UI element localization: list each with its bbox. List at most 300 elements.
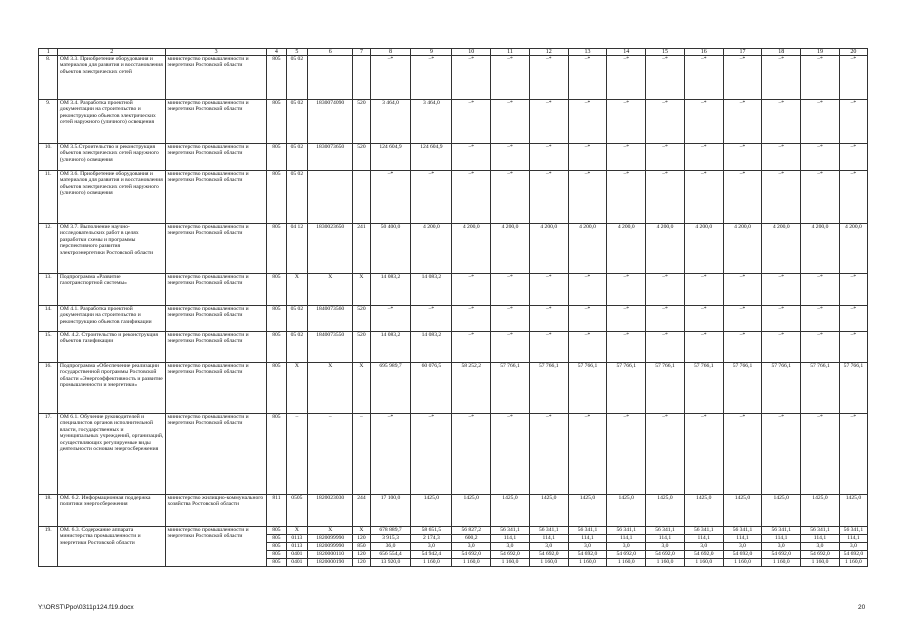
table-cell: 54 942,4 [411,551,452,559]
table-cell: 1820099990 [308,543,353,551]
table-cell: министерство промышленности и энергетики Ростовской области [166,56,267,100]
table-cell: –* [723,100,762,144]
table-cell: 2 174,3 [411,535,452,543]
table-cell: –* [801,56,840,100]
header-cell: 19 [801,49,840,56]
table-cell: 05 02 [286,56,308,100]
table-cell: 114,1 [801,535,840,543]
table-cell: 0113 [286,543,308,551]
table-cell: 1 160,0 [529,559,568,567]
document-path: Y:\ORST\Ppo\0311p124.f19.docx [38,604,134,611]
table-cell: 56 341,1 [646,527,685,535]
table-cell: 114,1 [607,535,646,543]
table-cell: 114,1 [762,535,801,543]
table-cell: ОМ. 6.2. Информационная поддержка политики энергосбережения [58,495,166,527]
header-cell: 8 [370,49,411,56]
table-cell: –* [839,274,867,306]
table-cell: 124 604,9 [370,144,411,171]
header-cell: 9 [411,49,452,56]
table-cell: 36,0 [370,543,411,551]
table-cell: –* [607,414,646,495]
table-cell: 805 [267,306,286,332]
table-cell: –* [411,306,452,332]
table-cell: –* [529,274,568,306]
table-cell: 17 100,0 [370,495,411,527]
table-cell: 1425,0 [607,495,646,527]
table-cell: –* [568,56,607,100]
header-cell: 18 [762,49,801,56]
table-cell: 54 692,0 [452,551,491,559]
table-cell: X [286,274,308,306]
table-cell: –* [839,306,867,332]
table-row [39,363,868,414]
table-cell: 805 [267,535,286,543]
table-cell: министерство промышленности и энергетики Ростовской области [166,274,267,306]
header-cell: 10 [452,49,491,56]
table-cell: –* [568,274,607,306]
table-cell: 05 02 [286,100,308,144]
table-cell: 14 083,2 [411,274,452,306]
table-cell: 54 692,0 [607,551,646,559]
table-cell: –* [607,306,646,332]
table-cell: 3,0 [723,543,762,551]
table-cell: –* [491,306,530,332]
table-cell [353,56,370,100]
table-cell: –* [529,171,568,224]
table-cell: 805 [267,224,286,274]
table-cell: X [353,527,370,535]
table-cell: –* [684,100,723,144]
table-cell: 57 766,1 [568,363,607,414]
table-cell: 1 160,0 [568,559,607,567]
table-cell: –* [723,144,762,171]
table-cell: 805 [267,171,286,224]
table-cell: 3,0 [607,543,646,551]
table-cell: 114,1 [839,535,867,543]
table-cell: 1 160,0 [801,559,840,567]
table-cell: 54 692,0 [568,551,607,559]
table-cell: 1830074090 [308,100,353,144]
table-cell: 3,0 [452,543,491,551]
table-row [39,171,868,224]
table-cell: –* [723,171,762,224]
table-cell: 57 766,1 [491,363,530,414]
header-cell: 11 [491,49,530,56]
budget-table [38,48,868,567]
table-cell: –* [801,144,840,171]
table-cell: –* [452,100,491,144]
table-cell: министерство промышленности и энергетики Ростовской области [166,224,267,274]
table-cell: 56 341,1 [762,527,801,535]
table-cell: 120 [353,559,370,567]
table-cell: 13. [39,274,58,306]
table-cell: 114,1 [568,535,607,543]
table-cell: 1425,0 [452,495,491,527]
table-cell: 15. [39,332,58,363]
table-cell: –* [839,414,867,495]
table-row [39,527,868,535]
table-cell: 12. [39,224,58,274]
table-cell: 57 766,1 [839,363,867,414]
table-cell: –* [762,171,801,224]
table-cell: 3,0 [491,543,530,551]
table-cell: –* [762,414,801,495]
table-cell: 3,0 [411,543,452,551]
table-cell: министерство промышленности и энергетики Ростовской области [166,100,267,144]
table-cell: 114,1 [491,535,530,543]
table-cell: 8. [39,56,58,100]
table-cell: 56 341,1 [801,527,840,535]
table-cell: –* [723,414,762,495]
table-cell: 1 160,0 [607,559,646,567]
table-row [39,495,868,527]
table-cell: 14. [39,306,58,332]
table-cell: ОМ 3.5.Строительство и реконструкция объектов электрических сетей наружного (уличного) освещения [58,144,166,171]
table-cell: X [286,363,308,414]
table-cell: ОМ. 6.3. Содержание аппарата министерства промышленности и энергетики Ростовской области [58,527,166,567]
table-cell: – [286,414,308,495]
table-cell [308,171,353,224]
table-cell: –* [762,274,801,306]
table-cell: 1 160,0 [762,559,801,567]
table-cell: 56 341,1 [529,527,568,535]
table-cell: 520 [353,306,370,332]
table-cell: 56 341,1 [491,527,530,535]
table-cell: 805 [267,559,286,567]
table-cell: 241 [353,224,370,274]
table-cell: 4 200,0 [411,224,452,274]
table-cell: 4 200,0 [723,224,762,274]
table-cell: –* [684,414,723,495]
table-cell: –* [452,56,491,100]
table-cell: 4 200,0 [839,224,867,274]
table-cell: 4 200,0 [452,224,491,274]
header-cell: 5 [286,49,308,56]
table-cell: 05 02 [286,144,308,171]
table-cell: 54 692,0 [801,551,840,559]
table-cell: 805 [267,551,286,559]
table-row [39,56,868,100]
table-cell: 05 02 [286,332,308,363]
header-cell: 16 [684,49,723,56]
table-cell: –* [762,332,801,363]
budget-table-sheet [38,48,868,567]
table-cell: 4 200,0 [801,224,840,274]
table-cell: –* [646,171,685,224]
table-cell: 120 [353,551,370,559]
header-cell: 13 [568,49,607,56]
table-cell: –* [452,144,491,171]
table-cell: ОМ 3.6. Приобретение оборудования и материалов для развития и восстановления объектов электрических сетей наружного (уличного) освещения [58,171,166,224]
table-cell: –* [646,274,685,306]
table-cell: –* [491,332,530,363]
table-cell: –* [370,306,411,332]
table-cell: 3,0 [646,543,685,551]
table-cell: 3 915,3 [370,535,411,543]
table-cell: 57 766,1 [801,363,840,414]
header-row [39,49,868,56]
table-cell: 244 [353,495,370,527]
table-cell: –* [762,56,801,100]
table-cell: 54 692,0 [646,551,685,559]
table-cell: –* [607,100,646,144]
table-cell: 1425,0 [839,495,867,527]
table-cell: –* [452,274,491,306]
header-cell: 6 [308,49,353,56]
table-cell: –* [491,274,530,306]
table-cell: –* [452,414,491,495]
table-cell: 1 160,0 [646,559,685,567]
table-cell: –* [801,171,840,224]
table-cell: –* [568,171,607,224]
table-cell: 11. [39,171,58,224]
table-cell: министерство промышленности и энергетики Ростовской области [166,414,267,495]
table-cell: –* [801,414,840,495]
table-cell: 520 [353,100,370,144]
table-row [39,414,868,495]
header-cell: 3 [166,49,267,56]
header-cell: 7 [353,49,370,56]
table-cell: 3 464,0 [411,100,452,144]
table-cell: –* [452,332,491,363]
table-cell: ОМ 4.1. Разработка проектной документации на строительство и реконструкцию объектов газификации [58,306,166,332]
table-cell: –* [801,100,840,144]
table-cell: –* [839,171,867,224]
table-cell: 805 [267,332,286,363]
table-cell: 10. [39,144,58,171]
table-cell: 1 160,0 [452,559,491,567]
table-cell: –* [684,171,723,224]
table-cell: 05 02 [286,171,308,224]
table-cell: 57 766,1 [723,363,762,414]
table-cell: 3,0 [839,543,867,551]
table-cell: 695 989,7 [370,363,411,414]
table-cell: –* [839,100,867,144]
table-cell: –* [607,171,646,224]
table-cell: 1425,0 [568,495,607,527]
table-cell: 54 692,0 [491,551,530,559]
table-cell: 0401 [286,551,308,559]
table-cell: –* [529,414,568,495]
table-cell: X [308,274,353,306]
table-cell: 1820023030 [308,495,353,527]
header-cell: 2 [58,49,166,56]
table-cell: 3,0 [762,543,801,551]
table-cell: 54 692,0 [762,551,801,559]
table-cell: 1830073650 [308,144,353,171]
table-cell: 54 692,0 [529,551,568,559]
table-cell: –* [491,100,530,144]
table-cell: –* [452,171,491,224]
table-cell: 811 [267,495,286,527]
table-cell: 4 200,0 [762,224,801,274]
table-cell: –* [684,332,723,363]
header-cell: 20 [839,49,867,56]
table-cell: 04 12 [286,224,308,274]
table-cell: 4 200,0 [529,224,568,274]
table-cell: 3,0 [801,543,840,551]
page-number: 20 [858,604,866,611]
table-cell: ОМ. 4.2. Строительство и реконструкция объектов газификации [58,332,166,363]
table-cell: 17. [39,414,58,495]
table-cell: –* [452,306,491,332]
table-cell: министерство жилищно-коммунального хозяйства Ростовской области [166,495,267,527]
table-cell: –* [411,171,452,224]
table-cell: 13 920,0 [370,559,411,567]
table-cell: 3 464,0 [370,100,411,144]
table-cell: 14 083,2 [411,332,452,363]
table-cell: 1425,0 [684,495,723,527]
table-cell: – [353,414,370,495]
table-cell: –* [646,332,685,363]
table-cell: 805 [267,274,286,306]
table-cell: –* [762,100,801,144]
table-cell: –* [568,332,607,363]
table-cell: 1 160,0 [839,559,867,567]
table-cell: –* [684,274,723,306]
table-cell: 124 604,9 [411,144,452,171]
table-cell: X [286,527,308,535]
table-cell: –* [370,414,411,495]
table-cell: министерство промышленности и энергетики Ростовской области [166,363,267,414]
table-cell: 3,0 [529,543,568,551]
table-cell: министерство промышленности и энергетики Ростовской области [166,332,267,363]
table-cell: 58 651,5 [411,527,452,535]
table-cell: 1820000110 [308,551,353,559]
table-cell: 14 083,2 [370,332,411,363]
table-cell: 0505 [286,495,308,527]
table-cell: 1840073560 [308,306,353,332]
table-cell: 19. [39,527,58,567]
table-cell: 805 [267,414,286,495]
table-cell: –* [370,56,411,100]
table-cell: –* [839,332,867,363]
table-cell: –* [411,414,452,495]
table-cell: 4 200,0 [684,224,723,274]
table-cell: –* [801,306,840,332]
header-cell: 12 [529,49,568,56]
table-cell: 56 341,1 [684,527,723,535]
table-cell: 4 200,0 [646,224,685,274]
table-cell: 1425,0 [491,495,530,527]
table-cell: –* [684,306,723,332]
table-cell: 1820099990 [308,535,353,543]
table-cell: 114,1 [529,535,568,543]
table-cell: –* [607,332,646,363]
table-cell: –* [568,306,607,332]
table-cell: 1425,0 [723,495,762,527]
table-cell: 56 827,2 [452,527,491,535]
header-cell: 15 [646,49,685,56]
table-cell: 114,1 [684,535,723,543]
table-cell: –* [607,56,646,100]
table-cell: X [308,363,353,414]
table-cell: –* [646,306,685,332]
table-row [39,144,868,171]
table-cell: 114,1 [723,535,762,543]
table-cell: –* [723,332,762,363]
table-cell: 114,1 [646,535,685,543]
table-cell: 656 554,4 [370,551,411,559]
table-cell: 57 766,1 [684,363,723,414]
table-cell: 1820000190 [308,559,353,567]
table-cell: 805 [267,543,286,551]
table-cell: 05 02 [286,306,308,332]
table-row [39,274,868,306]
table-cell: 1840073550 [308,332,353,363]
table-cell: ОМ 6.1. Обучение руководителей и специалистов органов исполнительной власти, государственных и муниципальных учреждений, организаций, осуществляющих регулируемые виды деятельности основам энергосбережения [58,414,166,495]
table-cell: –* [491,414,530,495]
table-cell: 1 160,0 [491,559,530,567]
table-cell: 57 766,1 [607,363,646,414]
table-cell: –* [529,100,568,144]
table-cell: 678 889,7 [370,527,411,535]
table-cell: 1 160,0 [684,559,723,567]
table-cell: 1 160,0 [723,559,762,567]
table-cell: 4 200,0 [607,224,646,274]
table-cell: –* [411,56,452,100]
table-cell: –* [491,144,530,171]
table-cell: 54 692,0 [839,551,867,559]
table-cell: –* [762,144,801,171]
table-cell: 805 [267,527,286,535]
table-cell: –* [723,56,762,100]
table-cell: –* [646,56,685,100]
table-cell: –* [801,332,840,363]
table-cell: X [353,274,370,306]
table-cell: 50 400,0 [370,224,411,274]
table-cell: ОМ 3.3. Приобретение оборудования и материалов для развития и восстановления объектов электрических сетей [58,56,166,100]
table-cell: 1425,0 [646,495,685,527]
table-cell: министерство промышленности и энергетики Ростовской области [166,144,267,171]
table-cell: 9. [39,100,58,144]
table-cell: 520 [353,332,370,363]
table-cell [308,56,353,100]
table-cell: 520 [353,144,370,171]
table-cell: 60 076,5 [411,363,452,414]
table-cell: –* [646,414,685,495]
table-cell: –* [491,171,530,224]
table-cell: 54 692,0 [684,551,723,559]
table-cell: –* [607,274,646,306]
table-cell: 600,2 [452,535,491,543]
table-cell: ОМ 3.7. Выполнение научно-исследовательских работ в целях разработки схемы и программы перспективного развития электроэнергетики Ростовской области [58,224,166,274]
table-cell: 805 [267,144,286,171]
table-cell: –* [801,274,840,306]
header-cell: 1 [39,49,58,56]
table-cell: – [308,414,353,495]
table-cell: –* [646,144,685,171]
table-cell: –* [723,274,762,306]
table-cell: ОМ 3.4. Разработка проектной документации на строительство и реконструкцию объектов электрических сетей наружного (уличного) освещения [58,100,166,144]
table-cell [353,171,370,224]
table-cell: 4 200,0 [568,224,607,274]
table-cell: –* [529,306,568,332]
table-cell: 1425,0 [529,495,568,527]
table-cell: 1425,0 [411,495,452,527]
table-cell: 57 766,1 [529,363,568,414]
table-cell: –* [762,306,801,332]
table-cell: 57 766,1 [646,363,685,414]
table-cell: X [308,527,353,535]
table-cell: –* [646,100,685,144]
table-cell: –* [568,100,607,144]
table-row [39,332,868,363]
table-cell: 805 [267,100,286,144]
table-cell: –* [839,56,867,100]
table-cell: –* [839,144,867,171]
table-row [39,100,868,144]
